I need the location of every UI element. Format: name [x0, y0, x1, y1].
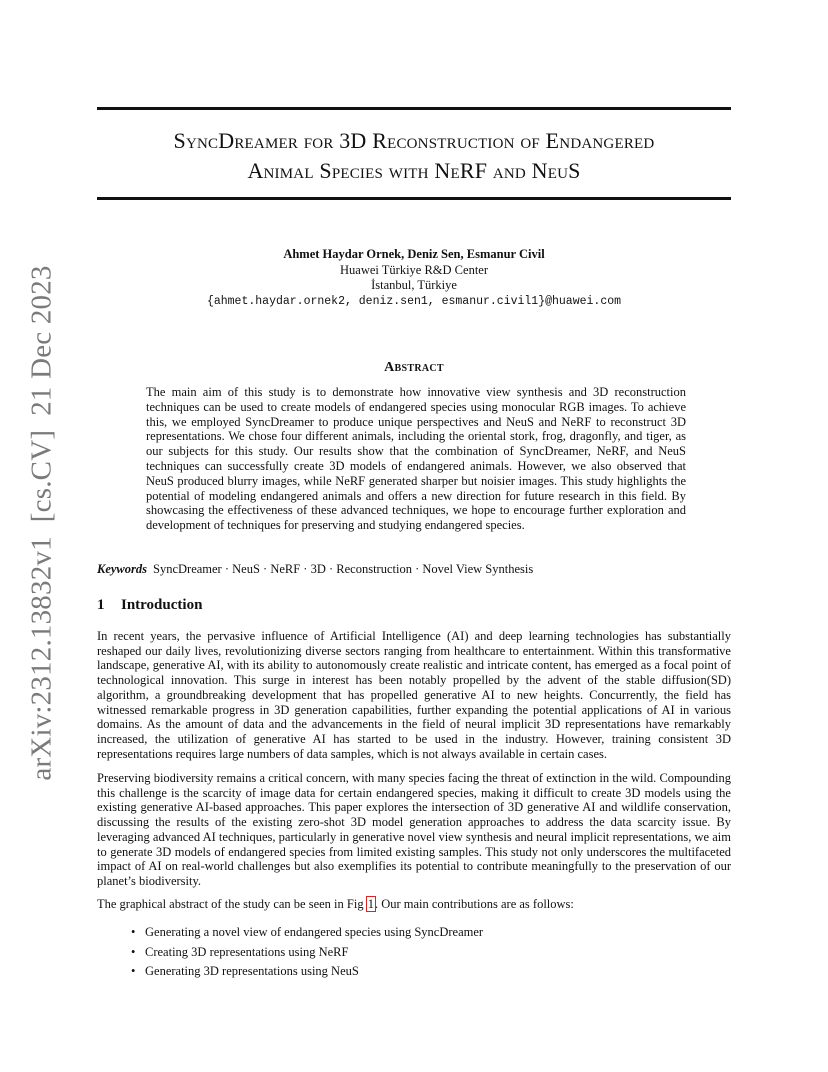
contributions-list — [131, 923, 483, 982]
author-names: Ahmet Haydar Ornek, Deniz Sen, Esmanur Civil — [283, 247, 545, 261]
paper-title — [97, 126, 731, 186]
contribution-text: Generating a novel view of endangered species using SyncDreamer — [145, 925, 484, 939]
section-number: 1 — [97, 597, 105, 613]
keywords-text: SyncDreamer · NeuS · NeRF · 3D · Reconstruction · Novel View Synthesis — [153, 562, 534, 576]
bullet-icon: • — [131, 964, 136, 978]
contribution-text: Generating 3D representations using NeuS — [145, 964, 359, 978]
list-item — [131, 962, 483, 982]
paper-title-line-1: SyncDreamer for 3D Reconstruction of Endangered — [173, 128, 655, 153]
section-heading-introduction — [97, 597, 202, 614]
title-rule-bottom — [97, 197, 731, 200]
bullet-icon: • — [131, 944, 136, 959]
intro-paragraph-2: Preserving biodiversity remains a critical concern, with many species facing the threat of extinction in the wild. Compounding this challenge is the scarcity of image data for certain endangered species, making it difficult to create 3D models using the existing generative AI-based approaches. This paper explores the intersection of 3D generative AI and wildlife conservation, discussing the results of the existing zero-shot 3D model generation approaches to address the data scarcity issue. By leveraging advanced AI techniques, particularly in generative novel view synthesis and neural implicit representations, we aim to generate 3D models of endangered species from limited existing samples. This study not only underscores the multifaceted impact of AI on real-world challenges but also exemplifies its potential to contribute meaningfully to the preservation of our planet’s biodiversity. — [97, 771, 731, 888]
abstract-heading: Abstract — [384, 360, 444, 375]
author-emails: {ahmet.haydar.ornek2, deniz.sen1, esmanur.civil1}@huawei.com — [206, 294, 622, 308]
figure-1-link[interactable]: 1 — [367, 897, 374, 911]
author-affiliation: Huawei Türkiye R&D Center — [340, 262, 488, 277]
arxiv-category: [cs.CV] — [25, 429, 58, 522]
intro-paragraph-3 — [97, 897, 731, 912]
arxiv-id: arXiv:2312.13832v1 — [25, 535, 58, 781]
title-rule-top — [97, 107, 731, 110]
arxiv-date: 21 Dec 2023 — [25, 264, 58, 416]
keywords-label: Keywords — [97, 562, 147, 576]
contribution-text: Creating 3D representations using NeRF — [145, 944, 349, 959]
author-location: İstanbul, Türkiye — [371, 278, 457, 292]
section-title: Introduction — [121, 597, 203, 613]
abstract-text: The main aim of this study is to demonstrate how innovative view synthesis and 3D reconstruction techniques can be used to create models of endangered species using monocular RGB images. To achieve this, we employed SyncDreamer to produce unique perspectives and NeuS and NeRF to reconstruct 3D representations. We chose four different animals, including the oriental stork, frog, dragonfly, and tiger, as our subjects for this study. Our results show that the combination of SyncDreamer, NeRF, and NeuS techniques can successfully create 3D models of endangered animals. However, we also observed that NeuS produced blurry images, while NeRF generated sharper but noisier images. This study highlights the potential of modeling endangered animals and offers a new direction for future research in this field. By showcasing the effectiveness of these advanced techniques, we hope to encourage further exploration and development of techniques for preserving and studying endangered species. — [146, 385, 686, 533]
bullet-icon: • — [131, 925, 136, 939]
list-item — [131, 923, 483, 943]
author-block — [97, 247, 731, 309]
intro-paragraph-1: In recent years, the pervasive influence of Artificial Intelligence (AI) and deep learning technologies has substantially reshaped our daily lives, revolutionizing diverse sectors ranging from healthcare to entertainment. Within this transformative landscape, generative AI, with its ability to autonomously create realistic and intricate content, has emerged as a focal point of technological innovation. This surge in interest has been notably propelled by the advent of the stable diffusion(SD) algorithm, a groundbreaking development that has propelled generative AI to new heights. Concurrently, the field has witnessed remarkable progress in 3D generation capabilities, further expanding the potential applications of AI in various domains. As the amount of data and the advancements in the field of neural implicit 3D representations have remarkably increased, the utilization of generative AI has started to be used in the industry. However, training consistent 3D representations requires large numbers of data samples, which is not always available in certain cases. — [97, 629, 731, 761]
intro-paragraph-3-lead: The graphical abstract of the study can be seen in Fig — [97, 897, 367, 911]
list-item — [131, 943, 483, 963]
intro-paragraph-3-tail: . Our main contributions are as follows: — [374, 897, 574, 911]
arxiv-side-stamp — [22, 264, 62, 781]
keywords-line — [97, 562, 731, 577]
paper-title-line-2: Animal Species with NeRF and NeuS — [247, 158, 581, 183]
